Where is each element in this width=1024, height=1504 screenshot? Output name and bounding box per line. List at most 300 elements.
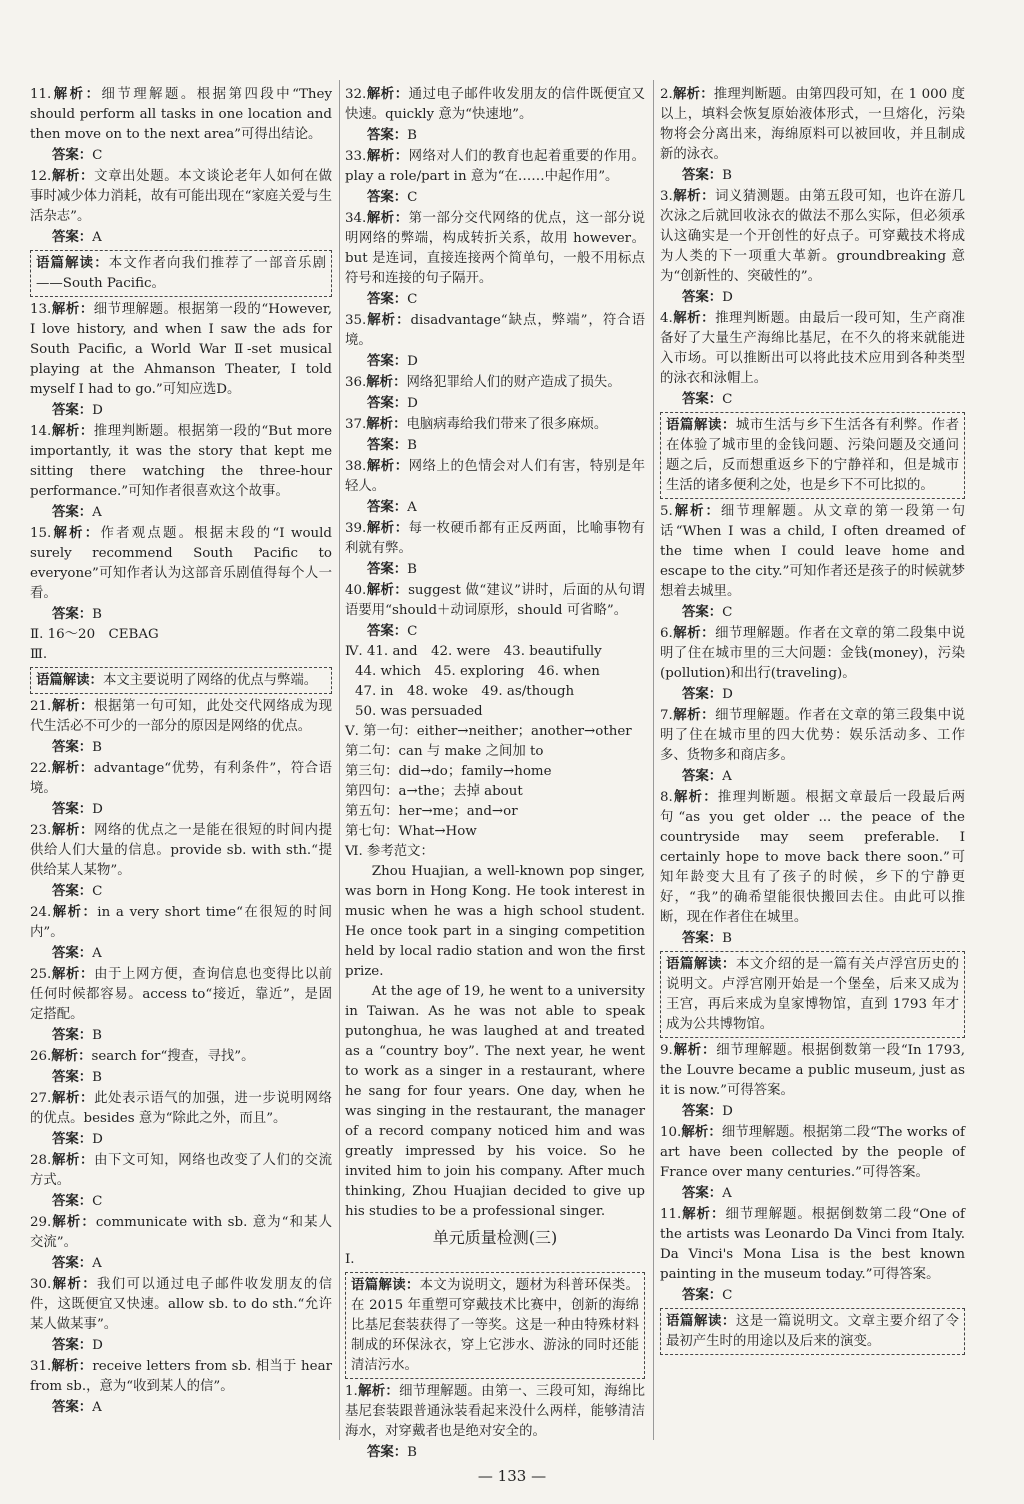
explanation-colon: ： (80, 1152, 95, 1168)
column-left (30, 84, 332, 1418)
explanation-label: 解析 (51, 1276, 83, 1292)
answer-line (682, 1101, 965, 1122)
explanation-colon: ： (394, 520, 409, 536)
answer-value: C (722, 392, 733, 407)
explanation-text: 细节理解题。根据倒数第一段“In 1793, the Louvre became a public museum, just as it is now.”可得答案。 (660, 1043, 965, 1098)
answer-label: 答案： (52, 801, 93, 817)
explanation-colon: ： (79, 301, 94, 317)
answer-line (52, 145, 332, 166)
reading-label: 语篇解读： (351, 1277, 420, 1293)
explanation-text: 每一枚硬币都有正反两面，比喻事物有利就有弊。 (345, 521, 646, 556)
explanation-label: 解析 (672, 503, 706, 519)
question-number: 37. (345, 417, 367, 432)
answer-line (52, 400, 332, 421)
answer-line (367, 1442, 645, 1463)
question-explanation (30, 758, 332, 799)
reading-summary-box (30, 667, 332, 694)
explanation-text: 作者观点题。根据末段的“I would surely recommend South Pacific to everyone”可知作者认为这部音乐剧值得每个人一看。 (30, 526, 332, 601)
question-number: 24. (30, 905, 52, 920)
question-explanation (30, 902, 332, 943)
question-number: 30. (30, 1277, 52, 1292)
column-divider (339, 80, 340, 1440)
answer-line (367, 289, 645, 310)
page-number: — 133 — (477, 1467, 547, 1485)
answer-line (367, 393, 645, 414)
question-number: 23. (30, 823, 52, 838)
explanation-colon: ： (80, 822, 95, 838)
explanation-colon: ： (703, 789, 718, 805)
question-number: 27. (30, 1091, 52, 1106)
explanation-label: 解析 (51, 966, 81, 982)
answer-line (52, 737, 332, 758)
question-number: 32. (345, 87, 367, 102)
answer-line (367, 559, 645, 580)
answer-label: 答案： (367, 623, 408, 639)
answer-label: 答案： (367, 1444, 408, 1460)
answer-value: D (722, 687, 733, 702)
reading-label: 语篇解读： (666, 417, 736, 433)
explanation-text: 词义猜测题。由第五段可知，也许在游几次泳之后就回收泳衣的做法不那么实际，但必须承认这确实是一个开创性的好点子。可穿戴技术将成为人类的下一项重大革新。groundbreaking 意为“创新性的、突破性的”。 (660, 189, 966, 284)
question-explanation (30, 1046, 332, 1067)
answer-label: 答案： (52, 1193, 93, 1209)
answer-value: A (407, 500, 417, 515)
explanation-colon: ： (711, 1206, 726, 1222)
question-number: 13. (30, 302, 52, 317)
explanation-text: 细节理解题。根据第二段“The works of art have been collected by the people of France over many centuries.”可得答案。 (660, 1125, 966, 1180)
section-line: 第五句：her→me；and→or (345, 804, 518, 819)
question-explanation (345, 84, 645, 125)
question-number: 11. (660, 1207, 682, 1222)
question-explanation (30, 1088, 332, 1129)
answer-label: 答案： (367, 353, 408, 369)
question-explanation (30, 299, 332, 400)
column-middle (345, 84, 645, 1463)
explanation-label: 解析 (366, 148, 395, 164)
answer-value: D (407, 396, 418, 411)
explanation-label: 解析 (51, 301, 80, 317)
explanation-text: in a very short time“在很短的时间内”。 (30, 905, 332, 940)
answer-value: D (92, 802, 103, 817)
answer-line (682, 287, 965, 308)
question-number: 5. (660, 504, 673, 519)
answer-label: 答案： (52, 1069, 93, 1085)
answer-label: 答案： (52, 1027, 93, 1043)
explanation-label: 解析 (366, 520, 395, 536)
explanation-colon: ： (385, 1383, 400, 1399)
answer-value: B (407, 128, 418, 143)
answer-label: 答案： (682, 930, 723, 946)
answer-line (52, 604, 332, 625)
essay-paragraph: Zhou Huajian, a well-known pop singer, was born in Hong Kong. He took interest in music when he was a high school student. He once took part in a singing competition held by local radio station and won the first prize. (345, 864, 645, 979)
explanation-text: receive letters from sb. 相当于 hear from sb.，意为“收到某人的信”。 (30, 1359, 332, 1394)
answer-value: C (407, 292, 418, 307)
question-explanation (30, 1356, 332, 1397)
answer-line (367, 351, 645, 372)
answer-label: 答案： (52, 147, 93, 163)
answer-value: D (407, 354, 418, 369)
explanation-text: suggest 做“建议”讲时，后面的从句谓语要用“should＋动词原形，should 可省略”。 (345, 583, 646, 618)
answer-value: B (407, 1445, 418, 1460)
explanation-label: 解析 (51, 1214, 82, 1230)
answer-line (52, 881, 332, 902)
explanation-label: 解析 (51, 1152, 81, 1168)
answer-value: B (92, 1070, 103, 1085)
answer-value: C (92, 148, 103, 163)
explanation-label: 解析 (366, 86, 395, 102)
explanation-colon: ： (80, 698, 95, 714)
answer-line (52, 799, 332, 820)
answer-label: 答案： (682, 289, 723, 305)
explanation-colon: ： (84, 525, 101, 541)
question-number: 21. (30, 699, 52, 714)
answer-line (52, 502, 332, 523)
explanation-label: 解析 (672, 707, 702, 723)
answer-label: 答案： (52, 945, 93, 961)
answer-line (682, 389, 965, 410)
question-number: 9. (660, 1043, 673, 1058)
section-line: Ⅱ. 16～20 CEBAG (30, 627, 159, 642)
question-explanation (30, 1212, 332, 1253)
question-number: 6. (660, 626, 673, 641)
explanation-colon: ： (394, 210, 409, 226)
question-number: 28. (30, 1153, 52, 1168)
explanation-label: 解析 (366, 416, 394, 432)
question-explanation (660, 308, 965, 389)
explanation-colon: ： (79, 760, 94, 776)
explanation-text: 网络上的色情会对人们有害，特别是年轻人。 (345, 459, 646, 494)
answer-value: A (722, 769, 732, 784)
answer-label: 答案： (52, 1131, 93, 1147)
answer-row: 47. in 48. woke 49. as/though (355, 684, 575, 699)
question-number: 26. (30, 1049, 52, 1064)
explanation-label: 解析 (672, 625, 702, 641)
explanation-colon: ： (80, 966, 95, 982)
answer-value: C (92, 884, 103, 899)
explanation-colon: ： (393, 374, 407, 390)
question-number: 7. (660, 708, 673, 723)
reading-label: 语篇解读： (666, 1313, 736, 1329)
answer-label: 答案： (367, 499, 408, 515)
explanation-colon: ： (394, 86, 409, 102)
answer-value: A (92, 505, 102, 520)
question-explanation (345, 580, 645, 621)
explanation-label: 解析 (51, 525, 85, 541)
reading-summary-box (30, 250, 332, 297)
question-explanation (660, 1204, 965, 1285)
question-explanation (345, 208, 645, 289)
explanation-label: 解析 (51, 760, 80, 776)
explanation-text: communicate with sb. 意为“和某人交流”。 (30, 1215, 333, 1250)
explanation-colon: ： (394, 458, 409, 474)
explanation-text: 网络犯罪给人们的财产造成了损失。 (406, 375, 621, 390)
explanation-colon: ： (82, 904, 98, 920)
reading-summary-box (660, 1308, 965, 1355)
explanation-text: search for“搜查，寻找”。 (91, 1049, 255, 1064)
reading-summary-box (345, 1272, 645, 1379)
answer-label: 答案： (367, 189, 408, 205)
question-explanation (30, 166, 332, 227)
question-number: 34. (345, 211, 367, 226)
explanation-text: 我们可以通过电子邮件收发朋友的信件，这既便宜又快速。allow sb. to do sth.“允许某人做某事”。 (30, 1277, 333, 1332)
explanation-label: 解析 (51, 1090, 81, 1106)
explanation-text: 推理判断题。由最后一段可知，生产商准备好了大量生产海绵比基尼，在不久的将来就能进入市场。可以推断出可以将此技术应用到各种类型的泳衣和泳帽上。 (660, 311, 966, 386)
answer-label: 答案： (52, 1337, 93, 1353)
answer-value: C (407, 624, 418, 639)
question-explanation (30, 964, 332, 1025)
section-line: 第二句：can 与 make 之间加 to (345, 744, 544, 759)
question-explanation (30, 84, 332, 145)
explanation-label: 解析 (357, 1383, 386, 1399)
question-explanation (30, 1274, 332, 1335)
answer-label: 答案： (52, 229, 93, 245)
explanation-colon: ： (708, 1124, 722, 1140)
question-explanation (660, 84, 965, 165)
question-number: 2. (660, 87, 673, 102)
explanation-label: 解析 (51, 168, 81, 184)
answer-line (52, 227, 332, 248)
answer-value: B (407, 438, 418, 453)
question-explanation (345, 456, 645, 497)
answer-line (52, 1335, 332, 1356)
explanation-text: 细节理解题。从文章的第一段第一句话“When I was a child, I often dreamed of the time when I could leave home and escape to the city.”可知作者还是孩子的时候就梦想着去城里。 (660, 504, 966, 599)
answer-value: A (92, 1256, 102, 1271)
question-number: 31. (30, 1359, 52, 1374)
explanation-label: 解析 (51, 1358, 79, 1374)
answer-line (52, 943, 332, 964)
question-explanation (30, 523, 332, 604)
essay-paragraph: At the age of 19, he went to a university in Taiwan. As he was not able to speak putonghua, he was laughed at and treated as a “country boy”. The next year, he went to work as a singer in a restaurant, where he sang for four years. One day, when he was singing in the restaurant, the manager of a record company noticed him and was greatly impressed by his voice. So he invited him to join his company. After much thinking, Zhou Huajian decided to give up his studies to be a professional singer. (345, 984, 645, 1219)
question-number: 36. (345, 375, 367, 390)
question-number: 33. (345, 149, 367, 164)
answer-label: 答案： (52, 504, 93, 520)
question-explanation (660, 787, 965, 928)
answer-value: B (92, 740, 103, 755)
explanation-colon: ： (80, 1090, 95, 1106)
question-number: 39. (345, 521, 367, 536)
explanation-label: 解析 (366, 458, 395, 474)
explanation-text: 细节理解题。作者在文章的第三段集中说明了住在城市里的四大优势：娱乐活动多、工作多、货物多和商店多。 (660, 708, 966, 763)
answer-label: 答案： (682, 1103, 723, 1119)
question-explanation (345, 372, 645, 393)
question-number: 8. (660, 790, 673, 805)
question-explanation (345, 414, 645, 435)
explanation-colon: ： (78, 1358, 93, 1374)
answer-line (52, 1191, 332, 1212)
question-number: 14. (30, 424, 52, 439)
answer-label: 答案： (367, 395, 408, 411)
answer-value: B (722, 168, 733, 183)
question-number: 35. (345, 313, 367, 328)
explanation-label: 解析 (366, 210, 395, 226)
reading-summary-box (660, 951, 965, 1038)
section-line: 第七句：What→How (345, 824, 477, 839)
answer-label: 答案： (367, 561, 408, 577)
answer-value: C (92, 1194, 103, 1209)
answer-label: 答案： (682, 1287, 723, 1303)
question-explanation (660, 705, 965, 766)
section-line: Ⅵ. 参考范文： (345, 844, 434, 859)
explanation-label: 解析 (672, 188, 702, 204)
answer-label: 答案： (52, 1255, 93, 1271)
question-number: 38. (345, 459, 367, 474)
explanation-text: 网络的优点之一是能在很短的时间内提供给人们大量的信息。provide sb. with sth.“提供给某人某物”。 (30, 823, 333, 878)
explanation-text: 第一部分交代网络的优点，这一部分说明网络的弊端，构成转折关系，故用 however。but 是连词，直接连接两个简单句，一般不用标点符号和连接的句子隔开。 (345, 211, 646, 286)
answer-label: 答案： (52, 1399, 93, 1415)
answer-label: 答案： (52, 402, 93, 418)
answer-label: 答案： (682, 686, 723, 702)
answer-value: C (722, 1288, 733, 1303)
question-explanation (660, 1122, 965, 1183)
question-explanation (345, 146, 645, 187)
explanation-colon: ： (85, 86, 102, 102)
question-explanation (30, 1150, 332, 1191)
answer-label: 答案： (367, 291, 408, 307)
answer-label: 答案： (682, 167, 723, 183)
explanation-label: 解析 (51, 822, 81, 838)
reading-text: 这是一篇说明文。文章主要介绍了令最初产生时的用途以及后来的演变。 (666, 1314, 960, 1349)
question-number: 40. (345, 583, 367, 598)
explanation-text: 由下文可知，网络也改变了人们的交流方式。 (30, 1153, 333, 1188)
answer-value: A (92, 230, 102, 245)
answer-line (52, 1397, 332, 1418)
question-explanation (660, 1040, 965, 1101)
explanation-colon: ： (393, 416, 407, 432)
answer-line (682, 766, 965, 787)
explanation-text: advantage“优势，有利条件”，符合语境。 (30, 761, 333, 796)
answer-line (367, 621, 645, 642)
answer-value: B (722, 931, 733, 946)
answer-row: 50. was persuaded (355, 704, 483, 719)
answer-line (367, 187, 645, 208)
explanation-colon: ： (82, 1276, 98, 1292)
explanation-text: disadvantage“缺点，弊端”，符合语境。 (345, 313, 645, 348)
section-line: Ⅰ. (345, 1252, 355, 1267)
answer-value: A (722, 1186, 732, 1201)
answer-value: D (92, 1338, 103, 1353)
explanation-colon: ： (700, 86, 714, 102)
answer-value: D (722, 290, 733, 305)
explanation-colon: ： (701, 625, 716, 641)
answer-label: 答案： (682, 391, 723, 407)
answer-line (367, 125, 645, 146)
explanation-text: 此处表示语气的加强，进一步说明网络的优点。besides 意为“除此之外，而且”。 (30, 1091, 333, 1126)
answer-line (367, 435, 645, 456)
answer-line (52, 1067, 332, 1088)
explanation-text: 电脑病毒给我们带来了很多麻烦。 (406, 417, 608, 432)
answer-value: B (92, 607, 103, 622)
explanation-colon: ： (701, 707, 716, 723)
question-number: 25. (30, 967, 52, 982)
question-explanation (660, 501, 965, 602)
column-right (660, 84, 965, 1357)
reading-text: 本文作者向我们推荐了一部音乐剧——South Pacific。 (36, 256, 327, 291)
answer-line (52, 1025, 332, 1046)
question-number: 12. (30, 169, 52, 184)
section-line: 第三句：did→do；family→home (345, 764, 552, 779)
answer-value: C (407, 190, 418, 205)
explanation-colon: ： (705, 503, 721, 519)
explanation-text: 细节理解题。根据倒数第二段“One of the artists was Leonardo Da Vinci from Italy. Da Vinci's Mona Lisa is the best known painting in the museum today.”可得答案。 (660, 1207, 966, 1282)
section-line: Ⅲ. (30, 647, 48, 662)
answer-line (682, 928, 965, 949)
answer-value: B (92, 1028, 103, 1043)
answer-label: 答案： (682, 768, 723, 784)
question-explanation (660, 186, 965, 287)
answer-label: 答案： (682, 604, 723, 620)
explanation-label: 解析 (672, 1042, 702, 1058)
reading-label: 语篇解读： (36, 255, 109, 271)
question-explanation (660, 623, 965, 684)
question-number: 10. (660, 1125, 682, 1140)
question-number: 22. (30, 761, 52, 776)
explanation-colon: ： (701, 188, 716, 204)
answer-line (682, 165, 965, 186)
explanation-colon: ： (396, 312, 411, 328)
answer-line (52, 1253, 332, 1274)
explanation-label: 解析 (672, 310, 702, 326)
answer-line (682, 1183, 965, 1204)
question-number: 15. (30, 526, 52, 541)
explanation-text: 推理判断题。根据文章最后一段最后两句“as you get older ... the peace of the countryside may seem preferable. I certainly hope to move back there soon.”可知年龄变大且有了孩子的时候，乡下的宁静更好，“我”的确希望能很快搬回去住。由此可以推断，现在作者住在城里。 (660, 790, 966, 925)
question-number: 4. (660, 311, 673, 326)
question-explanation (30, 696, 332, 737)
answer-label: 答案： (52, 883, 93, 899)
question-explanation (30, 421, 332, 502)
answer-line (682, 602, 965, 623)
column-divider (653, 80, 654, 1440)
answer-label: 答案： (682, 1185, 723, 1201)
question-number: 29. (30, 1215, 52, 1230)
explanation-label: 解析 (672, 86, 701, 102)
explanation-colon: ： (702, 1042, 717, 1058)
explanation-colon: ： (394, 148, 409, 164)
question-number: 1. (345, 1384, 358, 1399)
explanation-colon: ： (79, 423, 94, 439)
reading-summary-box (660, 412, 965, 499)
question-number: 11. (30, 87, 52, 102)
answer-value: C (722, 605, 733, 620)
explanation-text: 推理判断题。根据第一段的“But more importantly, it was the story that kept me sitting there watching the three-hour performance.”可知作者很喜欢这个故事。 (30, 424, 332, 499)
reading-text: 本文主要说明了网络的优点与弊端。 (102, 673, 318, 688)
explanation-label: 解析 (51, 86, 86, 102)
explanation-label: 解析 (51, 1048, 79, 1064)
answer-value: D (92, 403, 103, 418)
explanation-text: 细节理解题。根据第一段的“However, I love history, and when I saw the ads for South Pacific, a World War Ⅱ-set musical playing at the Ahmanson Theater, I told myself I had to go.”可知应选D。 (30, 302, 333, 397)
answer-line (682, 684, 965, 705)
question-explanation (345, 518, 645, 559)
explanation-colon: ： (81, 1214, 96, 1230)
explanation-colon: ： (701, 310, 716, 326)
answer-value: B (407, 562, 418, 577)
answer-value: A (92, 946, 102, 961)
explanation-label: 解析 (672, 789, 704, 805)
answer-line (682, 1285, 965, 1306)
answer-value: D (722, 1104, 733, 1119)
answer-row: 44. which 45. exploring 46. when (355, 664, 600, 679)
section-line: Ⅳ. 41. and 42. were 43. beautifully (345, 644, 602, 659)
answer-line (367, 497, 645, 518)
explanation-colon: ： (78, 1048, 92, 1064)
answer-label: 答案： (52, 606, 93, 622)
explanation-label: 解析 (681, 1124, 709, 1140)
explanation-label: 解析 (51, 423, 80, 439)
reading-text: 本文介绍的是一篇有关卢浮宫历史的说明文。卢浮宫刚开始是一个堡垒，后来又成为王宫，再后来成为皇家博物馆，直到 1793 年才成为公共博物馆。 (666, 957, 960, 1032)
explanation-label: 解析 (366, 374, 394, 390)
question-explanation (345, 1381, 645, 1442)
answer-label: 答案： (52, 739, 93, 755)
section-line: Ⅴ. 第一句：either→neither；another→other (345, 724, 632, 739)
explanation-label: 解析 (51, 904, 83, 920)
